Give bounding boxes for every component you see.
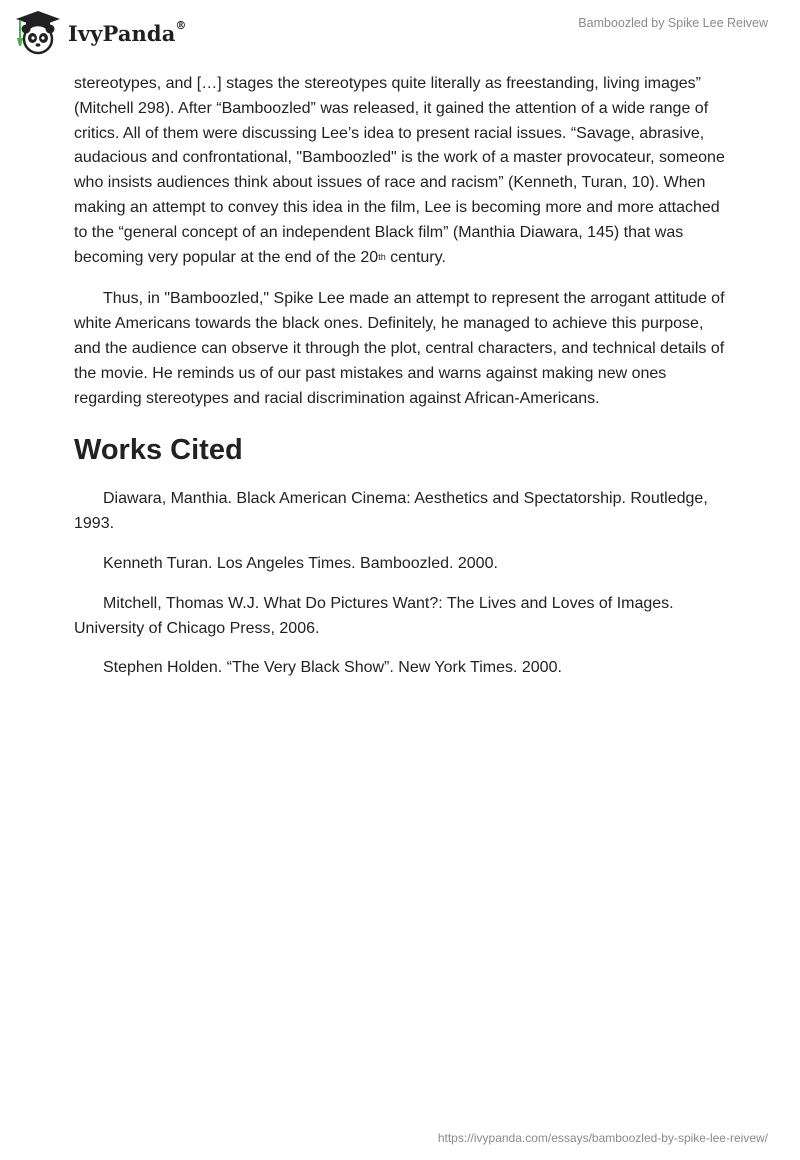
logo-wordmark: IvyPanda® [68, 18, 187, 46]
essay-body [74, 72, 734, 696]
citation-item: Mitchell, Thomas W.J. What Do Pictures Want?: The Lives and Loves of Images. University of Chicago Press, 2006. [74, 594, 674, 637]
registered-mark: ® [175, 18, 187, 32]
page-header [0, 0, 800, 64]
conclusion-paragraph: Thus, in "Bamboozled," Spike Lee made an attempt to represent the arrogant attitude of white Americans towards the black ones. Definitely, he managed to achieve this purpose, and the audience can observe it through the plot, central characters, and technical details of the movie. He reminds us of our past mistakes and warns against making new ones regarding stereotypes and racial discrimination against African-Americans. [74, 290, 725, 407]
panda-graduate-icon [14, 8, 62, 56]
citation-item: Kenneth Turan. Los Angeles Times. Bamboozled. 2000. [103, 554, 498, 572]
ordinal-suffix: th [378, 251, 386, 262]
ivypanda-logo[interactable] [14, 8, 187, 56]
document-title: Bamboozled by Spike Lee Reivew [578, 16, 768, 30]
citation-item: Diawara, Manthia. Black American Cinema: Aesthetics and Spectatorship. Routledge, 1993. [74, 490, 708, 533]
source-url[interactable]: https://ivypanda.com/essays/bamboozled-by-spike-lee-reivew/ [437, 1131, 768, 1145]
body-paragraph-continued: stereotypes, and […] stages the stereotypes quite literally as freestanding, living images” (Mitchell 298). After “Bamboozled” was released, it gained the attention of a wide range of critics. All of them were discussing Lee’s idea to present racial issues. “Savage, abrasive, audacious and confrontational, "Bamboozled" is the work of a master provocateur, someone who insists audiences think about issues of race and racism” (Kenneth, Turan, 10). When making an attempt to convey this idea in the film, Lee is becoming more and more attached to the “general concept of an independent Black film” (Manthia Diawara, 145) that was becoming very popular at the end of the 20th century. [74, 75, 725, 266]
works-cited-heading: Works Cited [74, 434, 243, 467]
citation-item: Stephen Holden. “The Very Black Show”. New York Times. 2000. [103, 659, 562, 677]
